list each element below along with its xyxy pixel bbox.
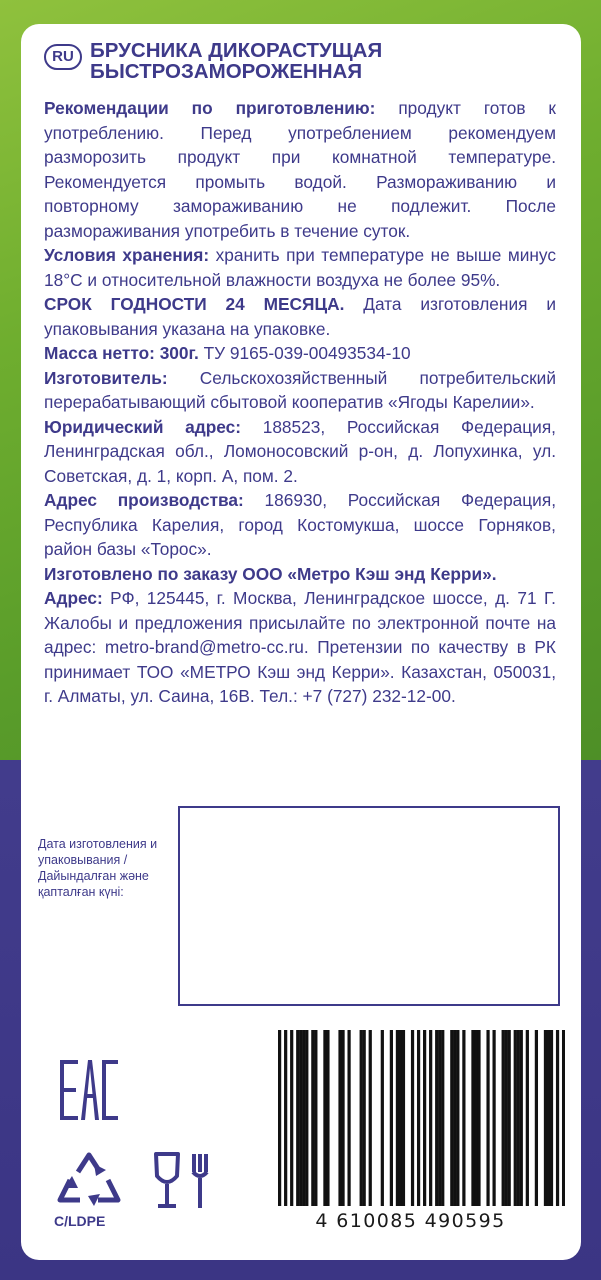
eac-icon <box>60 1060 122 1120</box>
barcode-bar <box>396 1030 399 1206</box>
barcode-bar <box>435 1030 438 1206</box>
title-line-1: БРУСНИКА ДИКОРАСТУЩАЯ <box>90 39 383 62</box>
barcode-bar <box>450 1030 453 1206</box>
shelf-life-section <box>44 292 556 341</box>
legal-address-section <box>44 415 556 489</box>
mass-text: ТУ 9165-039-00493534-10 <box>198 343 411 363</box>
barcode-digits: 4 610085 490595 <box>315 1210 506 1232</box>
barcode-bar <box>423 1030 426 1206</box>
ordered-by-section <box>44 562 556 587</box>
preparation-label: Рекомендации по приготовлению: <box>44 98 376 118</box>
barcode-bar <box>556 1030 559 1206</box>
production-address-label: Адрес производства: <box>44 490 244 510</box>
barcode-bar <box>486 1030 489 1206</box>
storage-text: хранить при температуре не выше минус 18°С и относительной влажности воздуха не более 95%. <box>44 245 557 290</box>
barcode-bar <box>390 1030 393 1206</box>
barcode-bar <box>338 1030 341 1206</box>
contact-address-text: РФ, 125445, г. Москва, Ленинградское шоссе, д. 71 Г. Жалобы и предложения присылайте по электронной почте на адрес: metro-brand@metro-cc.ru. Претензии по качеству в РК принимает ТОО «МЕТРО Кэш энд Керри». Казахстан, 050031, г. Алматы, ул. Саина, 16В. Тел.: +7 (727) 232-12-00. <box>44 588 556 706</box>
barcode-bar <box>429 1030 432 1206</box>
barcode-bar <box>517 1030 520 1206</box>
barcode-bar <box>547 1030 550 1206</box>
barcode-bar <box>477 1030 480 1206</box>
contact-address-section <box>44 586 556 709</box>
barcode-bar <box>290 1030 293 1206</box>
barcode-bar <box>399 1030 402 1206</box>
barcode-bar <box>462 1030 465 1206</box>
barcode-bar <box>381 1030 384 1206</box>
barcode-bar <box>305 1030 308 1206</box>
barcode-bar <box>453 1030 456 1206</box>
barcode-bar <box>544 1030 547 1206</box>
legal-address-label: Юридический адрес: <box>44 416 242 437</box>
barcode-bar <box>326 1030 329 1206</box>
production-address-section <box>44 488 556 562</box>
mass-label: Масса нетто: 300г. <box>44 343 199 363</box>
storage-section <box>44 243 556 292</box>
barcode-bar <box>526 1030 529 1206</box>
barcode-bar <box>402 1030 405 1206</box>
food-contact-icon <box>150 1150 216 1212</box>
barcode-bar <box>474 1030 477 1206</box>
barcode-bar <box>296 1030 299 1206</box>
recycle-code: C/LDPE <box>54 1213 106 1229</box>
shelf-life-text: Дата изготовления и упаковывания указана на упаковке. <box>44 294 556 339</box>
barcode-bar <box>369 1030 372 1206</box>
recycle-icon <box>56 1150 122 1212</box>
barcode-bar <box>341 1030 344 1206</box>
production-date-label: Дата изготовления и упаковывания / Дайындалған және қапталған күні: <box>38 837 158 899</box>
barcode-bar <box>417 1030 420 1206</box>
ordered-by-label: Изготовлено по заказу ООО «Метро Кэш энд Керри». <box>44 563 497 584</box>
barcode-bar <box>514 1030 517 1206</box>
barcode-bar <box>278 1030 281 1206</box>
manufacturer-label: Изготовитель: <box>44 367 168 388</box>
barcode-bar <box>314 1030 317 1206</box>
barcode-bar <box>520 1030 523 1206</box>
barcode-bar <box>347 1030 350 1206</box>
barcode-bar <box>492 1030 495 1206</box>
preparation-section <box>44 96 556 243</box>
barcode-bar <box>562 1030 565 1206</box>
barcode-bar <box>441 1030 444 1206</box>
product-title <box>90 40 560 82</box>
barcode-bar <box>299 1030 302 1206</box>
barcode-bar <box>323 1030 326 1206</box>
manufacturer-section <box>44 366 556 415</box>
legal-address-text: 188523, Российская Федерация, Ленинградская обл., Ломоносовский р-он, д. Лопухинка, ул. Советская, д. 1, корп. А, пом. 2. <box>44 416 556 486</box>
barcode-bar <box>508 1030 511 1206</box>
barcode-bar <box>438 1030 441 1206</box>
preparation-text: продукт готов к употреблению. Перед употреблением рекомендуем разморозить продукт при комнатной температуре. Рекомендуется промыть водой. Размораживанию и повторному замораживанию не подлежит. После размораживания употребить в течение суток. <box>44 98 556 241</box>
mass-section <box>44 341 556 366</box>
barcode-bar <box>302 1030 305 1206</box>
barcode-bar <box>360 1030 363 1206</box>
barcode-bar <box>411 1030 414 1206</box>
language-badge: RU <box>44 44 82 70</box>
barcode-bar <box>363 1030 366 1206</box>
barcode-bar <box>550 1030 553 1206</box>
storage-label: Условия хранения: <box>44 245 210 265</box>
contact-address-label: Адрес: <box>44 588 103 608</box>
barcode-bar <box>471 1030 474 1206</box>
shelf-life-label: СРОК ГОДНОСТИ 24 МЕСЯЦА. <box>44 294 345 314</box>
production-date-box <box>178 806 560 1006</box>
title-line-2: БЫСТРОЗАМОРОЖЕННАЯ <box>90 60 363 83</box>
barcode-bar <box>311 1030 314 1206</box>
barcode-bar <box>505 1030 508 1206</box>
barcode-bar <box>502 1030 505 1206</box>
manufacturer-text: Сельскохозяйственный потребительский перерабатывающий сбытовой кооператив «Ягоды Карелии». <box>44 367 556 412</box>
barcode-bar <box>535 1030 538 1206</box>
barcode <box>278 1030 565 1210</box>
product-header <box>44 40 564 90</box>
barcode-bar <box>456 1030 459 1206</box>
barcode-bar <box>284 1030 287 1206</box>
product-description <box>44 96 556 709</box>
production-address-text: 186930, Российская Федерация, Республика Карелия, город Костомукша, шоссе Горняков, район базы «Торос». <box>44 490 556 559</box>
